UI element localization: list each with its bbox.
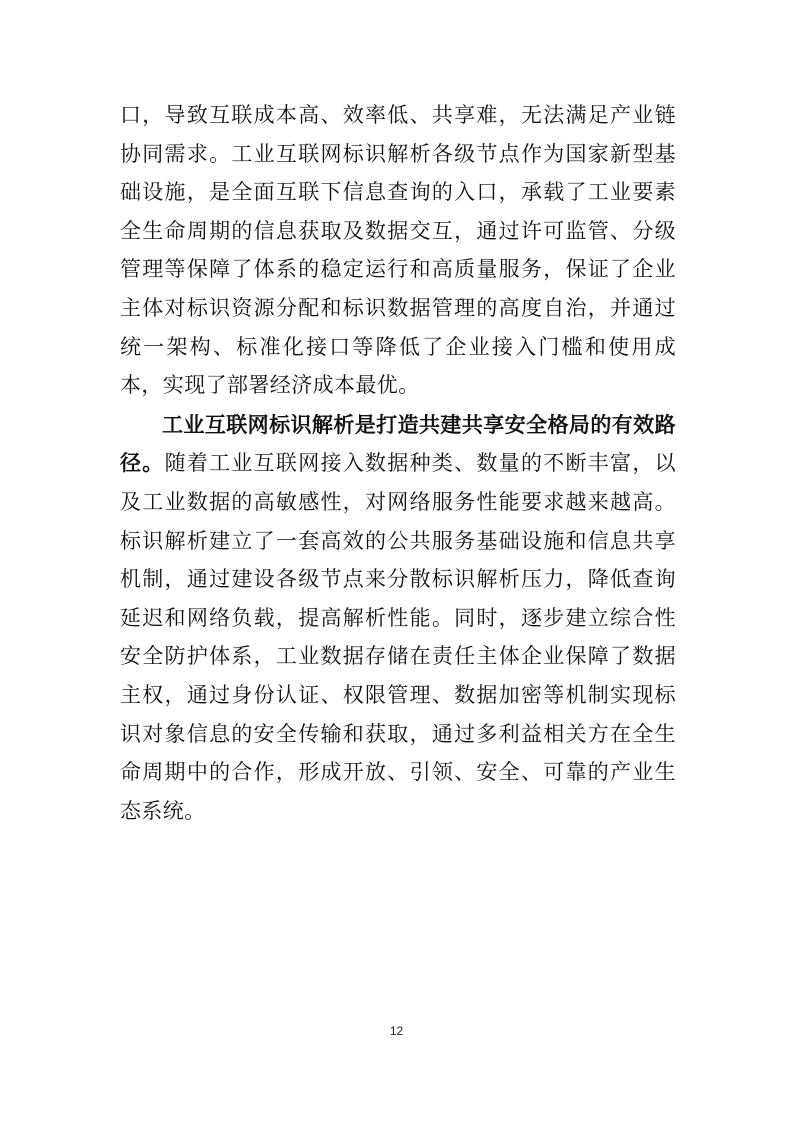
paragraph-continuation: 口，导致互联成本高、效率低、共享难，无法满足产业链协同需求。工业互联网标识解析各级节点作为国家新型基础设施，是全面互联下信息查询的入口，承载了工业要素全生命周期的信息获取及数据交互，通过许可监管、分级管理等保障了体系的稳定运行和高质量服务，保证了企业主体对标识资源分配和标识数据管理的高度自治，并通过统一架构、标准化接口等降低了企业接入门槛和使用成本，实现了部署经济成本最优。 xyxy=(120,103,676,398)
paragraph-body-text: 随着工业互联网接入数据种类、数量的不断丰富，以及工业数据的高敏感性，对网络服务性能要求越来越高。标识解析建立了一套高效的公共服务基础设施和信息共享机制，通过建设各级节点来分散标识解析压力，降低查询延迟和网络负载，提高解析性能。同时，逐步建立综合性安全防护体系，工业数据存储在责任主体企业保障了数据主权，通过身份认证、权限管理、数据加密等机制实现标识对象信息的安全传输和获取，通过多利益相关方在全生命周期中的合作，形成开放、引领、安全、可靠的产业生态系统。 xyxy=(120,451,676,823)
page-content xyxy=(120,96,676,830)
paragraph-lead-heading: 工业互联网标识解析是打造共建共享安全格局的有效路径。 xyxy=(120,412,676,476)
page-number: 12 xyxy=(389,1024,404,1038)
paragraph-identifier-resolution-security xyxy=(120,406,676,831)
